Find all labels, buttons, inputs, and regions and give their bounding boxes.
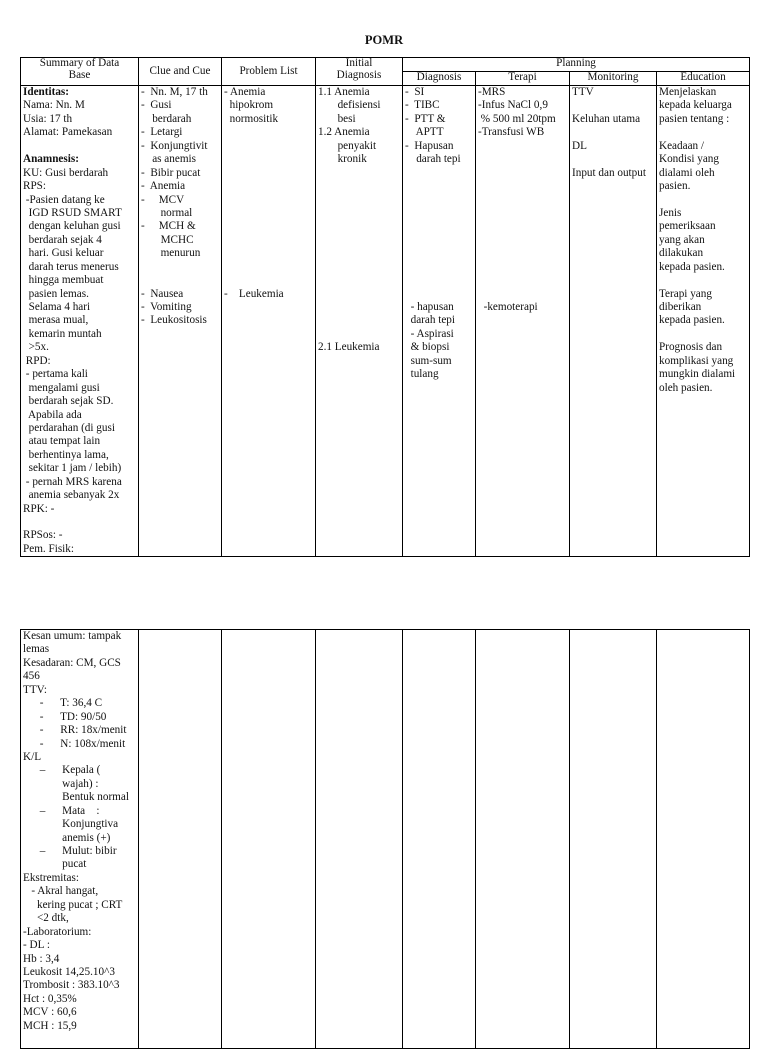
cell-line: perdarahan (di gusi xyxy=(23,421,115,434)
pomr-table-page-2 xyxy=(20,629,750,1049)
header-planning: Planning xyxy=(403,58,750,72)
cell-line: - Hapusan xyxy=(405,139,454,152)
cell-line: Alamat: Pamekasan xyxy=(23,126,113,139)
cell-line: Pem. Fisik: xyxy=(23,542,74,555)
cell-line: - Bibir pucat xyxy=(141,166,201,179)
cell-line: darah terus menerus xyxy=(23,260,119,273)
cell-line xyxy=(224,126,313,139)
cell-line xyxy=(224,167,313,180)
cell-line: -Pasien datang ke xyxy=(23,193,105,206)
cell-empty xyxy=(139,630,222,1049)
cell-line xyxy=(405,234,473,247)
cell-line: Selama 4 hari xyxy=(23,301,91,313)
cell-line: – Mulut: bibir xyxy=(23,845,117,857)
cell-line: merasa mual, xyxy=(23,314,89,327)
cell-line: - pernah MRS karena xyxy=(23,475,122,488)
cell-line xyxy=(224,207,313,220)
document-title: POMR xyxy=(364,33,404,47)
cell-line: - RR: 18x/menit xyxy=(23,724,127,737)
cell-line: kepada pasien. xyxy=(659,314,725,327)
cell-line: Kondisi yang xyxy=(659,153,719,166)
cell-line: IGD RSUD SMART xyxy=(23,206,122,219)
cell-line: - TD: 90/50 xyxy=(23,710,107,723)
header-plan-monitoring: Monitoring xyxy=(570,72,657,86)
cell-line: Keadaan / xyxy=(659,139,705,152)
cell-line xyxy=(478,167,567,180)
cell-line xyxy=(572,126,654,139)
cell-line: - Leukositosis xyxy=(141,314,207,327)
cell-line: sum-sum xyxy=(405,354,452,367)
cell-line: Jenis xyxy=(659,206,682,219)
cell-line xyxy=(318,328,400,341)
cell-line: Hb : 3,4 xyxy=(23,952,60,965)
cell-line xyxy=(405,288,473,301)
cell-line xyxy=(224,220,313,233)
cell-line: darah tepi xyxy=(405,153,461,166)
cell-line: normositik xyxy=(224,112,279,125)
header-plan-education: Education xyxy=(657,72,750,86)
cell-summary xyxy=(21,86,139,557)
cell-line: dialami oleh xyxy=(659,166,715,179)
cell-plan-monitoring xyxy=(570,86,657,557)
cell-line: 1.2 Anemia xyxy=(318,126,370,139)
cell-line: tulang xyxy=(405,368,439,381)
cell-line xyxy=(405,180,473,193)
cell-line: - Gusi xyxy=(141,99,172,112)
cell-line: - T: 36,4 C xyxy=(23,697,103,710)
cell-line: - DL : xyxy=(23,939,50,952)
cell-line: RPK: - xyxy=(23,502,55,515)
cell-plan-terapi xyxy=(476,86,570,557)
cell-line: K/L xyxy=(23,750,42,763)
cell-line: -MRS xyxy=(478,86,506,98)
cell-line xyxy=(659,194,747,207)
cell-line: kering pucat ; CRT xyxy=(23,898,123,911)
cell-line: berdarah xyxy=(141,112,192,125)
cell-line: berdarah sejak SD. xyxy=(23,395,114,408)
cell-line: dilakukan xyxy=(659,247,704,260)
cell-line: MCH : 15,9 xyxy=(23,1019,77,1032)
cell-line: berdarah sejak 4 xyxy=(23,233,102,246)
cell-line: yang akan xyxy=(659,233,705,246)
cell-line xyxy=(318,274,400,287)
cell-line xyxy=(405,194,473,207)
cell-line: -Infus NaCl 0,9 xyxy=(478,99,548,112)
cell-line: – Mata : xyxy=(23,804,100,817)
cell-line xyxy=(141,274,219,287)
cell-line xyxy=(318,207,400,220)
cell-line: as anemis xyxy=(141,153,196,166)
cell-line: defisiensi xyxy=(318,99,381,112)
cell-line: komplikasi yang xyxy=(659,354,734,367)
cell-empty xyxy=(570,630,657,1049)
cell-line xyxy=(405,220,473,233)
cell-line xyxy=(405,261,473,274)
cell-line: APTT xyxy=(405,126,444,139)
cell-line: DL xyxy=(572,139,587,152)
cell-line xyxy=(224,140,313,153)
cell-line xyxy=(478,234,567,247)
cell-line: mungkin dialami xyxy=(659,368,736,381)
cell-line xyxy=(478,247,567,260)
cell-clue xyxy=(139,86,222,557)
cell-line: RPD: xyxy=(23,354,51,367)
cell-line: Identitas: xyxy=(23,86,69,98)
cell-line xyxy=(224,153,313,166)
cell-line: lemas xyxy=(23,643,50,656)
cell-line: RPS: xyxy=(23,180,47,193)
cell-line: besi xyxy=(318,112,356,125)
cell-line: diberikan xyxy=(659,301,702,313)
cell-line xyxy=(659,126,747,139)
cell-line xyxy=(318,314,400,327)
cell-line xyxy=(478,220,567,233)
cell-line: - Aspirasi xyxy=(405,327,454,340)
cell-line: - MCH & xyxy=(141,220,196,233)
cell-plan-education xyxy=(657,86,750,557)
cell-line: TTV xyxy=(572,86,594,98)
cell-line xyxy=(659,274,747,287)
cell-line xyxy=(405,247,473,260)
cell-line xyxy=(224,234,313,247)
cell-line: wajah) : xyxy=(23,777,99,790)
cell-line: kepada pasien. xyxy=(659,260,725,273)
cell-line xyxy=(478,207,567,220)
cell-line xyxy=(478,180,567,193)
cell-line xyxy=(318,194,400,207)
cell-line: - PTT & xyxy=(405,112,446,125)
cell-line: Usia: 17 th xyxy=(23,112,73,125)
cell-line xyxy=(224,247,313,260)
cell-line: normal xyxy=(141,206,193,219)
cell-line xyxy=(318,288,400,301)
cell-line: – Kepala ( xyxy=(23,764,101,777)
cell-line: - pertama kali xyxy=(23,368,88,381)
cell-line xyxy=(224,274,313,287)
cell-line xyxy=(318,301,400,314)
cell-line: dengan keluhan gusi xyxy=(23,220,121,233)
cell-problem xyxy=(222,86,316,557)
cell-line xyxy=(659,328,747,341)
cell-line: - MCV xyxy=(141,193,185,206)
cell-line xyxy=(318,180,400,193)
cell-line: - Konjungtivit xyxy=(141,139,208,152)
cell-line: & biopsi xyxy=(405,341,450,354)
cell-line: - N: 108x/menit xyxy=(23,737,126,750)
cell-empty xyxy=(222,630,316,1049)
cell-line: pemeriksaan xyxy=(659,220,716,233)
cell-line xyxy=(405,207,473,220)
cell-line: pasien lemas. xyxy=(23,287,89,300)
cell-line xyxy=(478,194,567,207)
header-summary: Summary of Data Base xyxy=(21,58,139,86)
cell-line: - Akral hangat, xyxy=(23,885,99,898)
cell-line: - Anemia xyxy=(224,86,266,98)
cell-line: Konjungtiva xyxy=(23,818,119,831)
cell-line: penyakit xyxy=(318,139,377,152)
cell-line: % 500 ml 20tpm xyxy=(478,112,556,125)
header-clue: Clue and Cue xyxy=(139,58,222,86)
cell-line xyxy=(405,167,473,180)
cell-line: <2 dtk, xyxy=(23,912,69,925)
cell-line: - Letargi xyxy=(141,126,183,139)
cell-line: darah tepi xyxy=(405,314,456,327)
cell-line: kronik xyxy=(318,153,367,166)
cell-line: - Nn. M, 17 th xyxy=(141,86,208,98)
cell-line: hari. Gusi keluar xyxy=(23,247,104,260)
cell-line: MCV : 60,6 xyxy=(23,1006,77,1019)
cell-line xyxy=(23,516,136,529)
cell-line: Nama: Nn. M xyxy=(23,99,85,112)
cell-line: RPSos: - xyxy=(23,529,63,542)
cell-line xyxy=(405,274,473,287)
cell-line xyxy=(572,99,654,112)
cell-line: kemarin muntah xyxy=(23,327,102,340)
cell-line xyxy=(478,261,567,274)
cell-line: Prognosis dan xyxy=(659,341,723,354)
cell-line: TTV: xyxy=(23,683,48,696)
cell-line xyxy=(572,153,654,166)
cell-line: MCHC xyxy=(141,233,194,246)
cell-line xyxy=(478,274,567,287)
header-plan-terapi: Terapi xyxy=(476,72,570,86)
cell-empty xyxy=(657,630,750,1049)
cell-line: sekitar 1 jam / lebih) xyxy=(23,462,122,475)
cell-empty xyxy=(403,630,476,1049)
cell-line: mengalami gusi xyxy=(23,381,100,394)
cell-line: Hct : 0,35% xyxy=(23,992,77,1005)
cell-line: hipokrom xyxy=(224,99,274,112)
cell-line: - hapusan xyxy=(405,301,454,313)
cell-line xyxy=(318,220,400,233)
cell-line: anemia sebanyak 2x xyxy=(23,489,120,502)
cell-line xyxy=(318,167,400,180)
header-problem: Problem List xyxy=(222,58,316,86)
cell-line xyxy=(478,153,567,166)
cell-line: - Anemia xyxy=(141,180,186,193)
cell-line: -Transfusi WB xyxy=(478,126,545,139)
cell-line: Input dan output xyxy=(572,166,646,179)
cell-line: berhentinya lama, xyxy=(23,448,109,461)
cell-line: Ekstremitas: xyxy=(23,871,79,884)
cell-plan-diagnosis xyxy=(403,86,476,557)
cell-line: menurun xyxy=(141,247,201,260)
cell-line: atau tempat lain xyxy=(23,435,101,448)
cell-line: 2.1 Leukemia xyxy=(318,341,380,354)
cell-line: Kesan umum: tampak xyxy=(23,630,122,642)
cell-line: pucat xyxy=(23,858,87,871)
header-initial-diagnosis: Initial Diagnosis xyxy=(316,58,403,86)
cell-empty xyxy=(316,630,403,1049)
cell-line: -Laboratorium: xyxy=(23,925,92,938)
cell-line: 456 xyxy=(23,670,40,683)
cell-line: - Leukemia xyxy=(224,287,284,300)
cell-line: - Nausea xyxy=(141,287,184,300)
pomr-table-page-1 xyxy=(20,57,750,557)
cell-line: Keluhan utama xyxy=(572,112,641,125)
cell-line: Bentuk normal xyxy=(23,791,129,804)
cell-line: 1.1 Anemia xyxy=(318,86,370,98)
header-plan-diagnosis: Diagnosis xyxy=(403,72,476,86)
cell-line xyxy=(318,247,400,260)
cell-initial-diagnosis xyxy=(316,86,403,557)
cell-line: - TIBC xyxy=(405,99,440,112)
cell-line: pasien. xyxy=(659,180,691,193)
cell-line: >5x. xyxy=(23,341,49,354)
cell-line: kepada keluarga xyxy=(659,99,732,112)
cell-line xyxy=(478,140,567,153)
cell-line: Kesadaran: CM, GCS xyxy=(23,656,121,669)
cell-line: oleh pasien. xyxy=(659,381,713,394)
cell-line xyxy=(141,261,219,274)
cell-line: Menjelaskan xyxy=(659,86,717,98)
cell-line: hingga membuat xyxy=(23,274,104,287)
cell-line: Leukosit 14,25.10^3 xyxy=(23,965,115,978)
cell-line: Trombosit : 383.10^3 xyxy=(23,979,120,992)
cell-line xyxy=(318,234,400,247)
cell-line: Anamnesis: xyxy=(23,153,79,166)
cell-line: Terapi yang xyxy=(659,287,712,300)
cell-line: anemis (+) xyxy=(23,831,111,844)
cell-line: KU: Gusi berdarah xyxy=(23,166,109,179)
cell-line xyxy=(318,261,400,274)
cell-summary-continued xyxy=(21,630,139,1049)
cell-line xyxy=(224,180,313,193)
cell-line: - SI xyxy=(405,86,425,98)
cell-line xyxy=(23,140,136,153)
cell-line: -kemoterapi xyxy=(478,301,538,313)
cell-line xyxy=(224,194,313,207)
cell-empty xyxy=(476,630,570,1049)
cell-line xyxy=(478,288,567,301)
cell-line xyxy=(224,261,313,274)
cell-line: Apabila ada xyxy=(23,408,82,421)
cell-line: pasien tentang : xyxy=(659,112,730,125)
cell-line: - Vomiting xyxy=(141,301,192,313)
